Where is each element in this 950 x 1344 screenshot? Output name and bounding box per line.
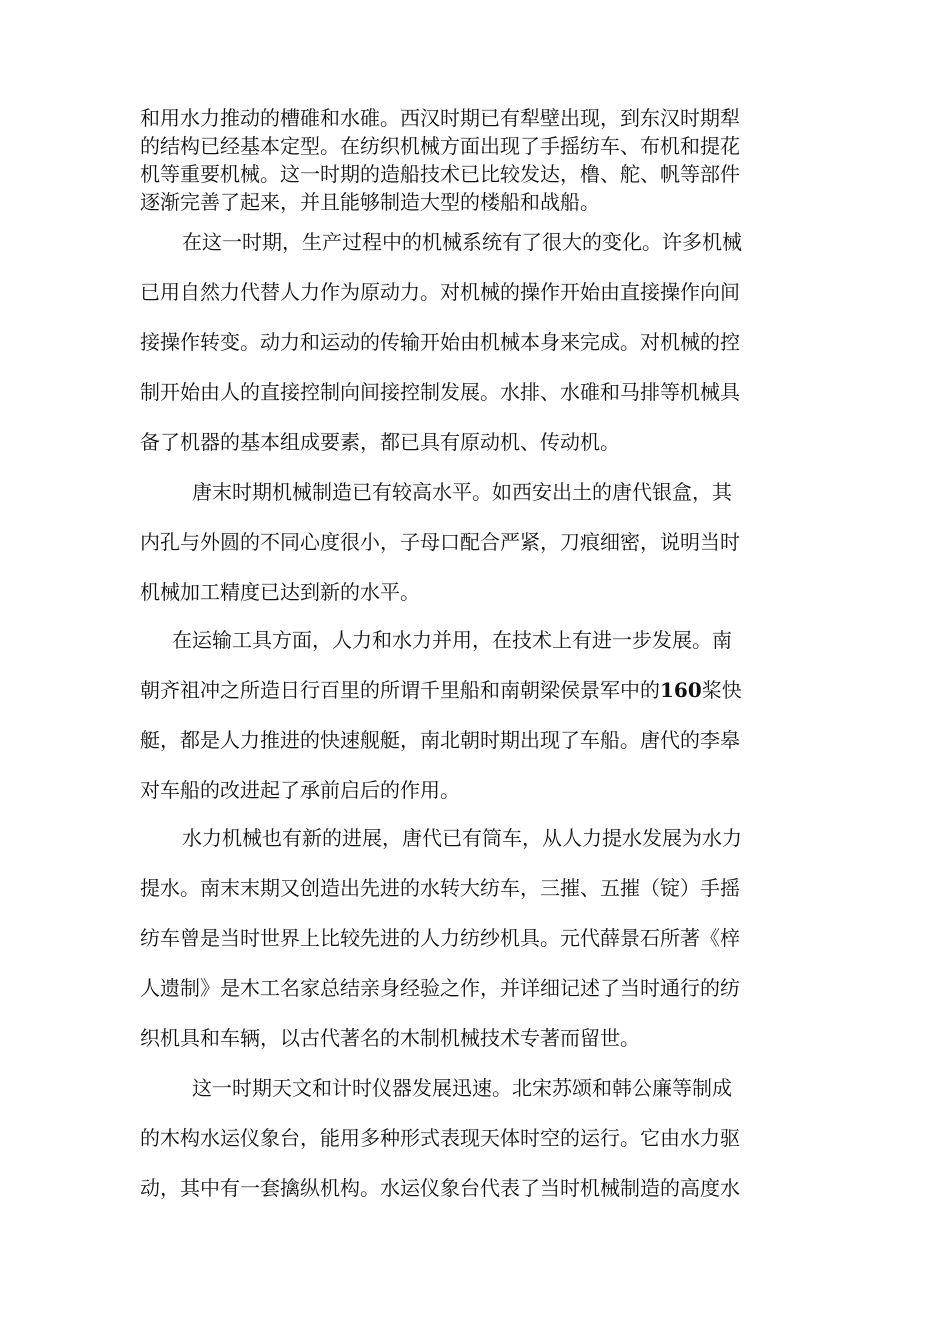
paragraph-4-number: 160 [660,678,702,702]
paragraph-1-line-1: 和用水力推动的槽碓和水碓。西汉时期已有犁壁出现，到东汉时期犁 [140,106,740,130]
paragraph-4-line-3: 艇，都是人力推进的快速舰艇，南北朝时期出现了车船。唐代的李皋 [140,728,740,752]
paragraph-2-line-2: 已用自然力代替人力作为原动力。对机械的操作开始由直接操作向间 [140,280,740,304]
paragraph-1-line-3: 机等重要机械。这一时期的造船技术已比较发达，橹、舵、帆等部件 [140,162,740,186]
paragraph-5-line-4: 人遗制》是木工名家总结亲身经验之作，并详细记述了当时通行的纺 [140,976,740,1000]
paragraph-5-line-5: 织机具和车辆，以古代著名的木制机械技术专著而留世。 [140,1026,640,1050]
paragraph-2-line-3: 接操作转变。动力和运动的传输开始由机械本身来完成。对机械的控 [140,330,740,354]
paragraph-6-line-3: 动，其中有一套擒纵机构。水运仪象台代表了当时机械制造的高度水 [140,1176,740,1200]
paragraph-2-line-4: 制开始由人的直接控制向间接控制发展。水排、水碓和马排等机械具 [140,380,740,404]
paragraph-1-line-2: 的结构已经基本定型。在纺织机械方面出现了手摇纺车、布机和提花 [140,134,740,158]
paragraph-4-line-2-suffix: 桨快 [701,678,742,702]
paragraph-6-line-1: 这一时期天文和计时仪器发展迅速。北宋苏颂和韩公廉等制成 [192,1076,732,1100]
paragraph-3-line-3: 机械加工精度已达到新的水平。 [140,580,420,604]
paragraph-6-line-2: 的木构水运仪象台，能用多种形式表现天体时空的运行。它由水力驱 [140,1126,740,1150]
paragraph-4-line-4: 对车船的改进起了承前启后的作用。 [140,778,460,802]
paragraph-3-line-2: 内孔与外圆的不同心度很小，子母口配合严紧，刀痕细密，说明当时 [140,530,740,554]
paragraph-5-line-2: 提水。南末末期又创造出先进的水转大纺车，三摧、五摧（锭）手摇 [140,876,740,900]
paragraph-2-line-1: 在这一时期，生产过程中的机械系统有了很大的变化。许多机械 [182,230,742,254]
paragraph-4-line-2-text: 朝齐祖冲之所造日行百里的所谓千里船和南朝梁侯景军中的 [140,678,660,702]
paragraph-5-line-3: 纺车曾是当时世界上比较先进的人力纺纱机具。元代薛景石所著《梓 [140,926,740,950]
paragraph-5-line-1: 水力机械也有新的进展，唐代已有筒车，从人力提水发展为水力 [182,826,742,850]
paragraph-4-line-2 [140,678,742,702]
paragraph-4-line-1: 在运输工具方面，人力和水力并用，在技术上有进一步发展。南 [172,628,732,652]
paragraph-3-line-1: 唐末时期机械制造已有较高水平。如西安出土的唐代银盒，其 [192,480,732,504]
paragraph-1-line-4: 逐渐完善了起来，并且能够制造大型的楼船和战船。 [140,190,600,214]
paragraph-2-line-5: 备了机器的基本组成要素，都已具有原动机、传动机。 [140,430,620,454]
